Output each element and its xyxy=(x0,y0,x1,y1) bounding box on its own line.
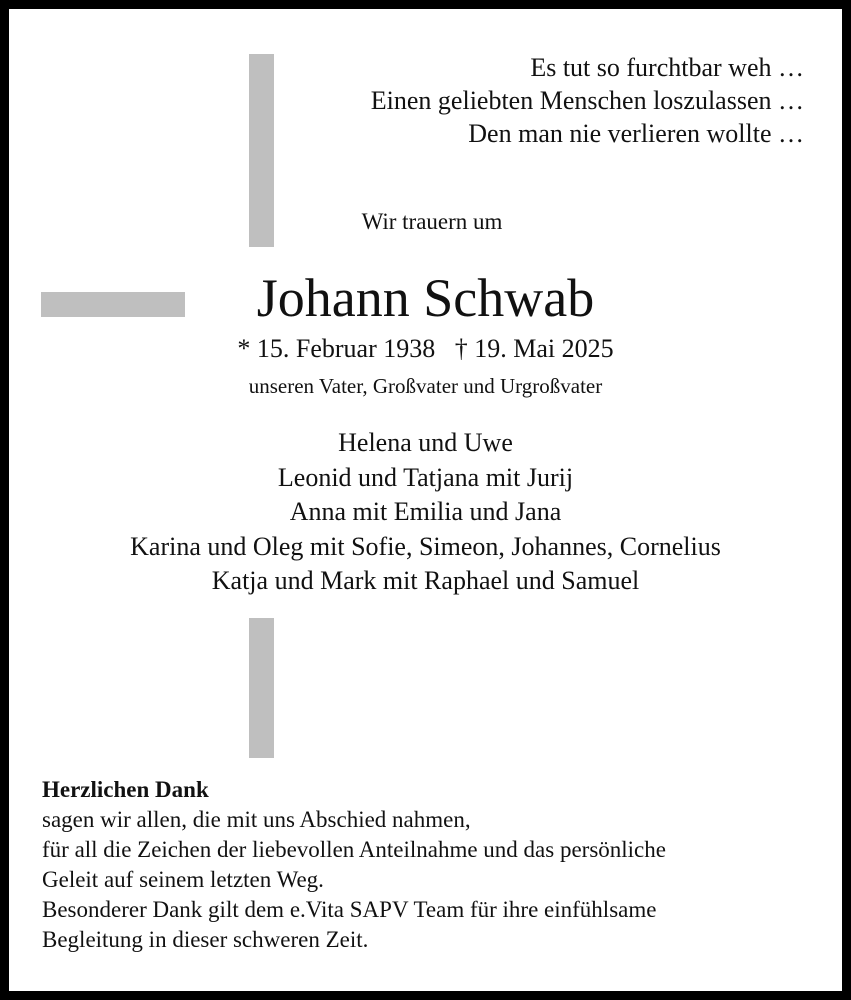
thanks-line: sagen wir allen, die mit uns Abschied nahmen, xyxy=(42,807,471,832)
deceased-name: Johann Schwab xyxy=(256,268,595,328)
family-line: Karina und Oleg mit Sofie, Simeon, Johannes, Cornelius xyxy=(130,531,721,561)
thanks-line: Geleit auf seinem letzten Weg. xyxy=(42,867,324,892)
intro-text: Wir trauern um xyxy=(361,209,503,234)
family-line: Katja und Mark mit Raphael und Samuel xyxy=(211,566,640,595)
poem xyxy=(371,51,804,150)
thanks-line: Begleitung in dieser schweren Zeit. xyxy=(42,927,369,952)
family-line: Leonid und Tatjana mit Jurij xyxy=(277,462,574,492)
poem-line: Es tut so furchtbar weh … xyxy=(530,53,804,82)
thanks-section xyxy=(42,775,666,955)
family-list xyxy=(9,426,842,599)
life-dates: * 15. Februar 1938 † 19. Mai 2025 xyxy=(237,334,614,363)
cross-bar-bottom xyxy=(249,618,274,758)
thanks-line: für all die Zeichen der liebevollen Anteilnahme und das persönliche xyxy=(42,837,666,862)
thanks-line: Besonderer Dank gilt dem e.Vita SAPV Team für ihre einfühlsame xyxy=(42,897,657,922)
poem-line: Den man nie verlieren wollte … xyxy=(468,119,804,148)
thanks-heading: Herzlichen Dank xyxy=(42,777,209,802)
intro-line xyxy=(9,209,851,235)
obituary-card xyxy=(9,9,842,991)
family-line: Helena und Uwe xyxy=(338,428,513,457)
family-line: Anna mit Emilia und Jana xyxy=(289,497,562,526)
poem-line: Einen geliebten Menschen loszulassen … xyxy=(370,86,804,115)
relation-text: unseren Vater, Großvater und Urgroßvater xyxy=(248,374,603,398)
